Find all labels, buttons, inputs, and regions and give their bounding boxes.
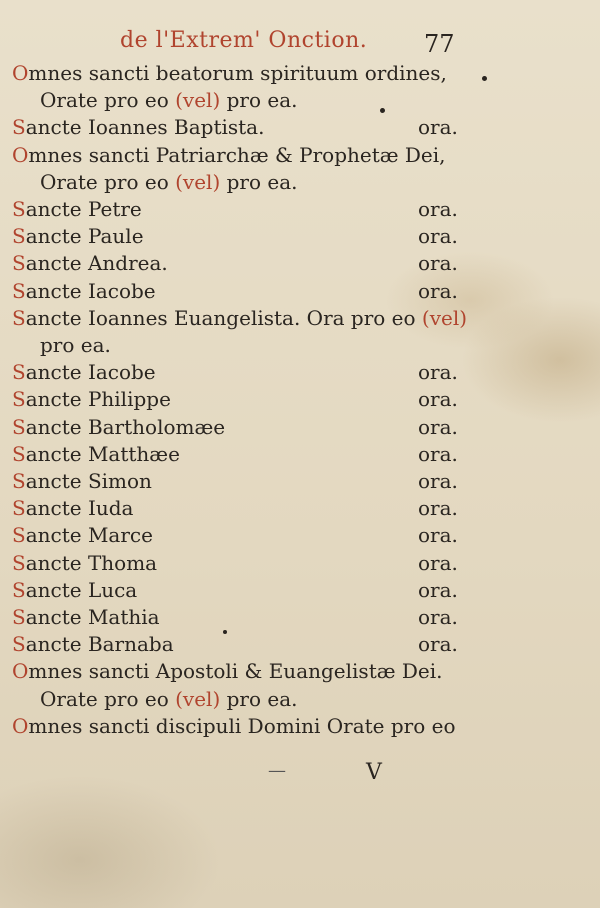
- ink-spot: [223, 630, 227, 634]
- rubric-initial: S: [12, 197, 26, 221]
- line-text: ancte Luca: [25, 577, 138, 602]
- line-text: ancte Thoma: [25, 550, 158, 575]
- rubric-initial: S: [12, 605, 26, 629]
- text-line: [12, 604, 160, 630]
- signature-mark: V: [366, 760, 382, 785]
- ora-response: ora.: [418, 469, 458, 493]
- text-line: [12, 441, 180, 467]
- rubric-initial: O: [12, 142, 29, 167]
- text-line: [12, 631, 174, 657]
- rubric-initial: S: [12, 577, 26, 602]
- ink-spot: [482, 76, 487, 81]
- line-text-after: pro ea.: [220, 686, 298, 711]
- ora-response: ora.: [418, 197, 458, 221]
- text-line: [12, 386, 171, 412]
- text-line: [12, 577, 137, 603]
- text-line: [12, 223, 144, 249]
- text-line: [12, 60, 447, 86]
- line-text: ancte Mathia: [25, 605, 160, 629]
- text-line: [12, 305, 467, 331]
- text-line: [12, 522, 153, 548]
- rubric-initial: S: [12, 115, 26, 140]
- line-text: ancte Iacobe: [25, 360, 156, 385]
- line-text: ancte Paule: [25, 224, 144, 249]
- rubric-initial: O: [12, 713, 29, 738]
- page-number: 77: [424, 30, 455, 58]
- line-text: Orate pro eo: [40, 88, 176, 113]
- ora-response: ora.: [418, 577, 458, 602]
- rubric-initial: O: [12, 61, 29, 85]
- text-line: [12, 250, 168, 276]
- text-line: [12, 196, 142, 222]
- ora-response: ora.: [418, 605, 458, 629]
- text-line: [12, 114, 264, 140]
- text-line: [40, 686, 298, 712]
- line-text: mnes sancti Patriarchæ & Prophetæ Dei,: [28, 142, 446, 167]
- rubric-vel: (vel): [175, 88, 221, 113]
- rubric-initial: S: [12, 632, 26, 657]
- rubric-initial: S: [12, 224, 26, 249]
- text-line: [12, 495, 133, 521]
- ora-response: ora.: [418, 115, 458, 140]
- text-line: [12, 359, 156, 385]
- text-line: [12, 658, 443, 684]
- rubric-initial: S: [12, 469, 26, 493]
- text-line: [12, 414, 225, 440]
- line-text: pro ea.: [40, 333, 111, 357]
- ora-response: ora.: [418, 387, 458, 412]
- line-text: mnes sancti Apostoli & Euangelistæ Dei.: [28, 659, 443, 684]
- line-text: mnes sancti discipuli Domini Orate pro eo: [28, 713, 456, 738]
- footer-dash: —: [268, 760, 286, 781]
- text-line: [40, 332, 111, 358]
- text-line: [12, 468, 152, 494]
- rubric-initial: S: [12, 305, 26, 330]
- line-text: ancte Matthæe: [25, 441, 180, 466]
- rubric-vel: (vel): [421, 305, 468, 330]
- rubric-initial: S: [12, 278, 26, 303]
- ora-response: ora.: [418, 414, 458, 439]
- rubric-initial: S: [12, 251, 26, 276]
- text-line: [12, 550, 157, 576]
- ora-response: ora.: [418, 224, 458, 249]
- rubric-initial: S: [12, 360, 26, 385]
- text-line: [12, 278, 156, 304]
- line-text: ancte Ioannes Baptista.: [25, 115, 265, 140]
- rubric-initial: S: [12, 523, 26, 548]
- ora-response: ora.: [418, 550, 458, 575]
- rubric-initial: S: [12, 387, 26, 412]
- line-text: ancte Bartholomæe: [25, 414, 226, 439]
- ora-response: ora.: [418, 496, 458, 521]
- line-text: ancte Petre: [25, 197, 142, 221]
- rubric-initial: S: [12, 550, 26, 575]
- ora-response: ora.: [418, 360, 458, 385]
- ora-response: ora.: [418, 523, 458, 548]
- rubric-vel: (vel): [175, 686, 221, 711]
- rubric-initial: S: [12, 496, 26, 521]
- rubric-initial: O: [12, 659, 29, 684]
- line-text: ancte Philippe: [25, 387, 171, 412]
- ora-response: ora.: [418, 251, 458, 276]
- text-line: [12, 142, 446, 168]
- line-text: ancte Iuda: [25, 496, 134, 521]
- ora-response: ora.: [418, 632, 458, 657]
- ink-spot: [380, 108, 385, 113]
- ora-response: ora.: [418, 441, 458, 466]
- text-line: [40, 169, 298, 195]
- line-text: ancte Andrea.: [25, 251, 168, 276]
- rubric-vel: (vel): [175, 169, 221, 194]
- line-text: ancte Marce: [25, 523, 153, 548]
- line-text-after: pro ea.: [220, 169, 298, 194]
- running-header: de l'Extrem' Onction.: [120, 28, 368, 53]
- line-text: Orate pro eo: [40, 686, 176, 711]
- line-text: ancte Barnaba: [25, 632, 174, 657]
- line-text: ancte Ioannes Euangelista. Ora pro eo: [25, 305, 422, 330]
- line-text: mnes sancti beatorum spirituum ordines,: [28, 61, 447, 85]
- text-line: [40, 87, 298, 113]
- line-text-after: pro ea.: [220, 88, 298, 113]
- line-text: ancte Simon: [25, 469, 152, 493]
- ora-response: ora.: [418, 278, 458, 303]
- rubric-initial: S: [12, 414, 26, 439]
- text-line: [12, 713, 456, 739]
- line-text: ancte Iacobe: [25, 278, 156, 303]
- rubric-initial: S: [12, 441, 26, 466]
- line-text: Orate pro eo: [40, 169, 176, 194]
